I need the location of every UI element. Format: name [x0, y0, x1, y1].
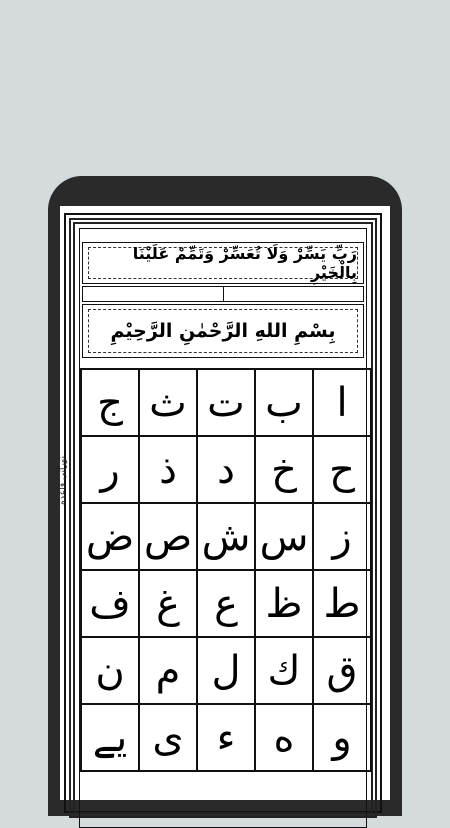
alphabet-grid: [80, 368, 372, 772]
dua-text: رَبِّ يَسِّرْ وَلَا تُعَسِّرْ وَتَمِّمْ عَلَيْنَا بِالْخَيْرِ: [88, 247, 358, 279]
letter-cell[interactable]: يے: [82, 705, 140, 772]
letter-cell[interactable]: ا: [314, 370, 372, 437]
letter-cell[interactable]: ر: [82, 437, 140, 504]
letter-cell[interactable]: س: [256, 504, 314, 571]
letter-cell[interactable]: خ: [256, 437, 314, 504]
letter-cell[interactable]: ث: [140, 370, 198, 437]
letter-cell[interactable]: ه: [256, 705, 314, 772]
bismillah-text: بِسْمِ اللهِ الرَّحْمٰنِ الرَّحِيْمِ: [88, 309, 358, 353]
letter-cell[interactable]: ق: [314, 638, 372, 705]
letter-cell[interactable]: ف: [82, 571, 140, 638]
letter-cell[interactable]: ط: [314, 571, 372, 638]
letter-cell[interactable]: م: [140, 638, 198, 705]
letter-cell[interactable]: ع: [198, 571, 256, 638]
letter-cell[interactable]: ب: [256, 370, 314, 437]
letter-cell[interactable]: ج: [82, 370, 140, 437]
page-header: [82, 242, 364, 360]
letter-cell[interactable]: ن: [82, 638, 140, 705]
letter-cell[interactable]: ء: [198, 705, 256, 772]
letter-cell[interactable]: ح: [314, 437, 372, 504]
header-divider: [82, 286, 364, 302]
letter-cell[interactable]: ت: [198, 370, 256, 437]
letter-cell[interactable]: ش: [198, 504, 256, 571]
app-screen: [60, 206, 390, 800]
letter-cell[interactable]: ل: [198, 638, 256, 705]
letter-cell[interactable]: ذ: [140, 437, 198, 504]
divider-tick: [223, 287, 224, 301]
letter-cell[interactable]: و: [314, 705, 372, 772]
bismillah-banner: [82, 304, 364, 358]
letter-cell[interactable]: ظ: [256, 571, 314, 638]
letter-cell[interactable]: ك: [256, 638, 314, 705]
dua-banner: [82, 242, 364, 284]
letter-cell[interactable]: ى: [140, 705, 198, 772]
letter-cell[interactable]: ض: [82, 504, 140, 571]
letter-cell[interactable]: ص: [140, 504, 198, 571]
letter-cell[interactable]: غ: [140, 571, 198, 638]
letter-cell[interactable]: ز: [314, 504, 372, 571]
side-note: نورانی قاعدہ: [58, 456, 68, 506]
letter-cell[interactable]: د: [198, 437, 256, 504]
